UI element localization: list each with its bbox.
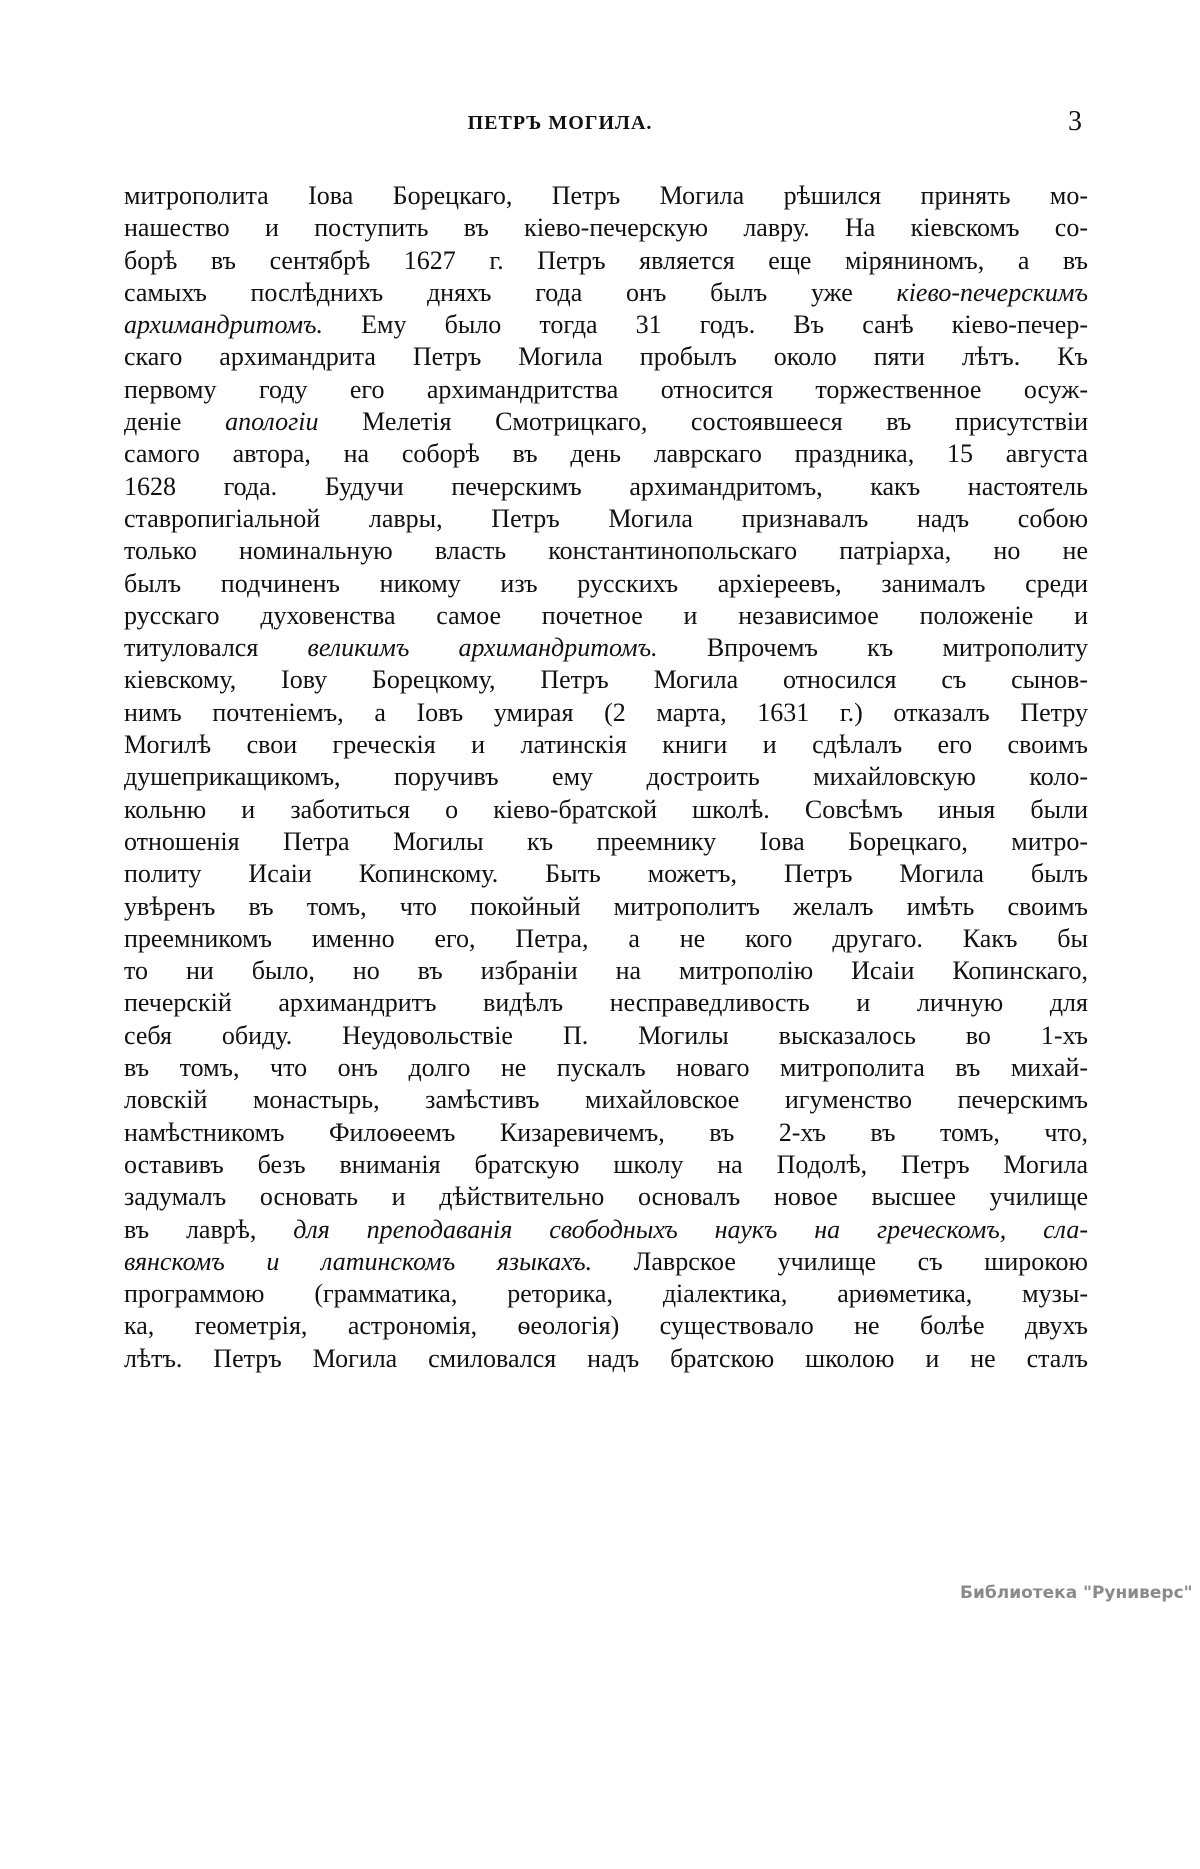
text-segment: только номинальную власть константинопольскаго патріарха, но не <box>124 536 1088 566</box>
text-segment: лѣтъ. Петръ Могила смиловался надъ братскою школою и не сталъ <box>124 1343 1088 1373</box>
text-segment: намѣстникомъ Филоѳеемъ Кизаревичемъ, въ 2-хъ въ томъ, что, <box>124 1117 1088 1147</box>
text-segment: 1628 года. Будучи печерскимъ архимандритомъ, какъ настоятель <box>124 471 1088 501</box>
text-segment: отношенія Петра Могилы къ преемнику Іова Борецкаго, митро- <box>124 826 1088 856</box>
text-line <box>124 180 1088 212</box>
italic-text: великимъ архимандритомъ. <box>307 633 658 663</box>
page-number: 3 <box>1068 106 1082 137</box>
text-line <box>124 987 1088 1019</box>
text-line <box>124 374 1088 406</box>
text-line <box>124 245 1088 277</box>
text-segment: русскаго духовенства самое почетное и независимое положеніе и <box>124 600 1088 630</box>
text-line <box>124 664 1088 696</box>
text-line <box>124 923 1088 955</box>
text-segment: титуловался <box>124 633 308 663</box>
text-segment: душеприкащикомъ, поручивъ ему достроить михайловскую коло- <box>124 762 1088 792</box>
text-line <box>124 341 1088 373</box>
text-segment: политу Исаіи Копинскому. Быть можетъ, Петръ Могила былъ <box>124 859 1088 889</box>
text-line <box>124 568 1088 600</box>
text-line <box>124 277 1088 309</box>
text-segment: самого автора, на соборѣ въ день лаврскаго праздника, 15 августа <box>124 439 1088 469</box>
text-segment: Мелетія Смотрицкаго, состоявшееся въ присутствіи <box>318 407 1088 437</box>
text-segment: самыхъ послѣднихъ дняхъ года онъ былъ уже <box>124 277 897 307</box>
text-line <box>124 826 1088 858</box>
body-text <box>124 180 1088 1375</box>
text-line <box>124 632 1088 664</box>
text-segment: то ни было, но въ избраніи на митрополію Исаіи Копинскаго, <box>124 956 1088 986</box>
italic-text: для преподаванія свободныхъ наукъ на греческомъ, сла- <box>293 1214 1088 1244</box>
italic-text: кіево-печерскимъ <box>896 277 1088 307</box>
text-line <box>124 1020 1088 1052</box>
text-segment: оставивъ безъ вниманія братскую школу на Подолѣ, Петръ Могила <box>124 1149 1088 1179</box>
text-line <box>124 858 1088 890</box>
text-line <box>124 535 1088 567</box>
text-segment: былъ подчиненъ никому изъ русскихъ архіереевъ, занималъ среди <box>124 568 1088 598</box>
italic-text: архимандритомъ. <box>124 310 324 340</box>
text-line <box>124 1343 1088 1375</box>
text-segment: увѣренъ въ томъ, что покойный митрополитъ желалъ имѣть своимъ <box>124 891 1088 921</box>
text-line <box>124 1084 1088 1116</box>
text-segment: митрополита Іова Борецкаго, Петръ Могила рѣшился принять мо- <box>124 181 1088 210</box>
text-segment: печерскій архимандритъ видѣлъ несправедливость и личную для <box>124 988 1088 1018</box>
text-segment: нимъ почтеніемъ, а Іовъ умирая (2 марта, 1631 г.) отказалъ Петру <box>124 697 1088 727</box>
text-line <box>124 729 1088 761</box>
text-line <box>124 1246 1088 1278</box>
text-line <box>124 1149 1088 1181</box>
text-line <box>124 471 1088 503</box>
text-line <box>124 600 1088 632</box>
italic-text: вянскомъ и латинскомъ языкахъ. <box>124 1246 593 1276</box>
text-segment: ловскій монастырь, замѣстивъ михайловское игуменство печерскимъ <box>124 1085 1088 1115</box>
text-segment: деніе <box>124 407 226 437</box>
text-segment: задумалъ основать и дѣйствительно основалъ новое высшее училище <box>124 1182 1088 1212</box>
text-line <box>124 309 1088 341</box>
text-line <box>124 1181 1088 1213</box>
text-line <box>124 1310 1088 1342</box>
text-segment: программою (грамматика, реторика, діалектика, ариѳметика, музы- <box>124 1279 1088 1309</box>
text-segment: скаго архимандрита Петръ Могила пробылъ около пяти лѣтъ. Къ <box>124 342 1088 372</box>
text-line <box>124 1214 1088 1246</box>
text-segment: ка, геометрія, астрономія, ѳеологія) существовало не болѣе двухъ <box>124 1311 1088 1341</box>
text-line <box>124 438 1088 470</box>
text-segment: кольню и заботиться о кіево-братской школѣ. Совсѣмъ иныя были <box>124 794 1088 824</box>
text-segment: себя обиду. Неудовольствіе П. Могилы высказалось во 1-хъ <box>124 1020 1088 1050</box>
text-segment: борѣ въ сентябрѣ 1627 г. Петръ является еще міряниномъ, а въ <box>124 245 1088 275</box>
text-segment: первому году его архимандритства относится торжественное осуж- <box>124 374 1088 404</box>
text-line <box>124 406 1088 438</box>
text-segment: ставропигіальной лавры, Петръ Могила признавалъ надъ собою <box>124 503 1088 533</box>
text-line <box>124 1278 1088 1310</box>
text-segment: въ томъ, что онъ долго не пускалъ новаго митрополита въ михай- <box>124 1053 1088 1083</box>
text-segment: нашество и поступить въ кіево-печерскую лавру. На кіевскомъ со- <box>124 213 1088 243</box>
italic-text: апологіи <box>225 407 319 437</box>
text-line <box>124 697 1088 729</box>
text-line <box>124 955 1088 987</box>
library-watermark: Библиотека "Руниверс" <box>960 1583 1193 1603</box>
running-title: ПЕТРЪ МОГИЛА. <box>467 112 653 134</box>
text-line <box>124 794 1088 826</box>
text-segment: Ему было тогда 31 годъ. Въ санѣ кіево-печер- <box>323 310 1088 340</box>
text-line <box>124 761 1088 793</box>
text-line <box>124 1052 1088 1084</box>
text-segment: преемникомъ именно его, Петра, а не кого другаго. Какъ бы <box>124 923 1088 953</box>
text-segment: Могилѣ свои греческія и латинскія книги и сдѣлалъ его своимъ <box>124 730 1088 760</box>
text-line <box>124 1117 1088 1149</box>
text-line <box>124 212 1088 244</box>
text-segment: Лаврское училище съ широкою <box>592 1246 1088 1276</box>
text-line <box>124 891 1088 923</box>
text-segment: Впрочемъ къ митрополиту <box>657 633 1088 663</box>
text-segment: въ лаврѣ, <box>124 1214 294 1244</box>
text-segment: кіевскому, Іову Борецкому, Петръ Могила относился съ сынов- <box>124 665 1088 695</box>
page-header <box>0 106 1200 148</box>
text-line <box>124 503 1088 535</box>
